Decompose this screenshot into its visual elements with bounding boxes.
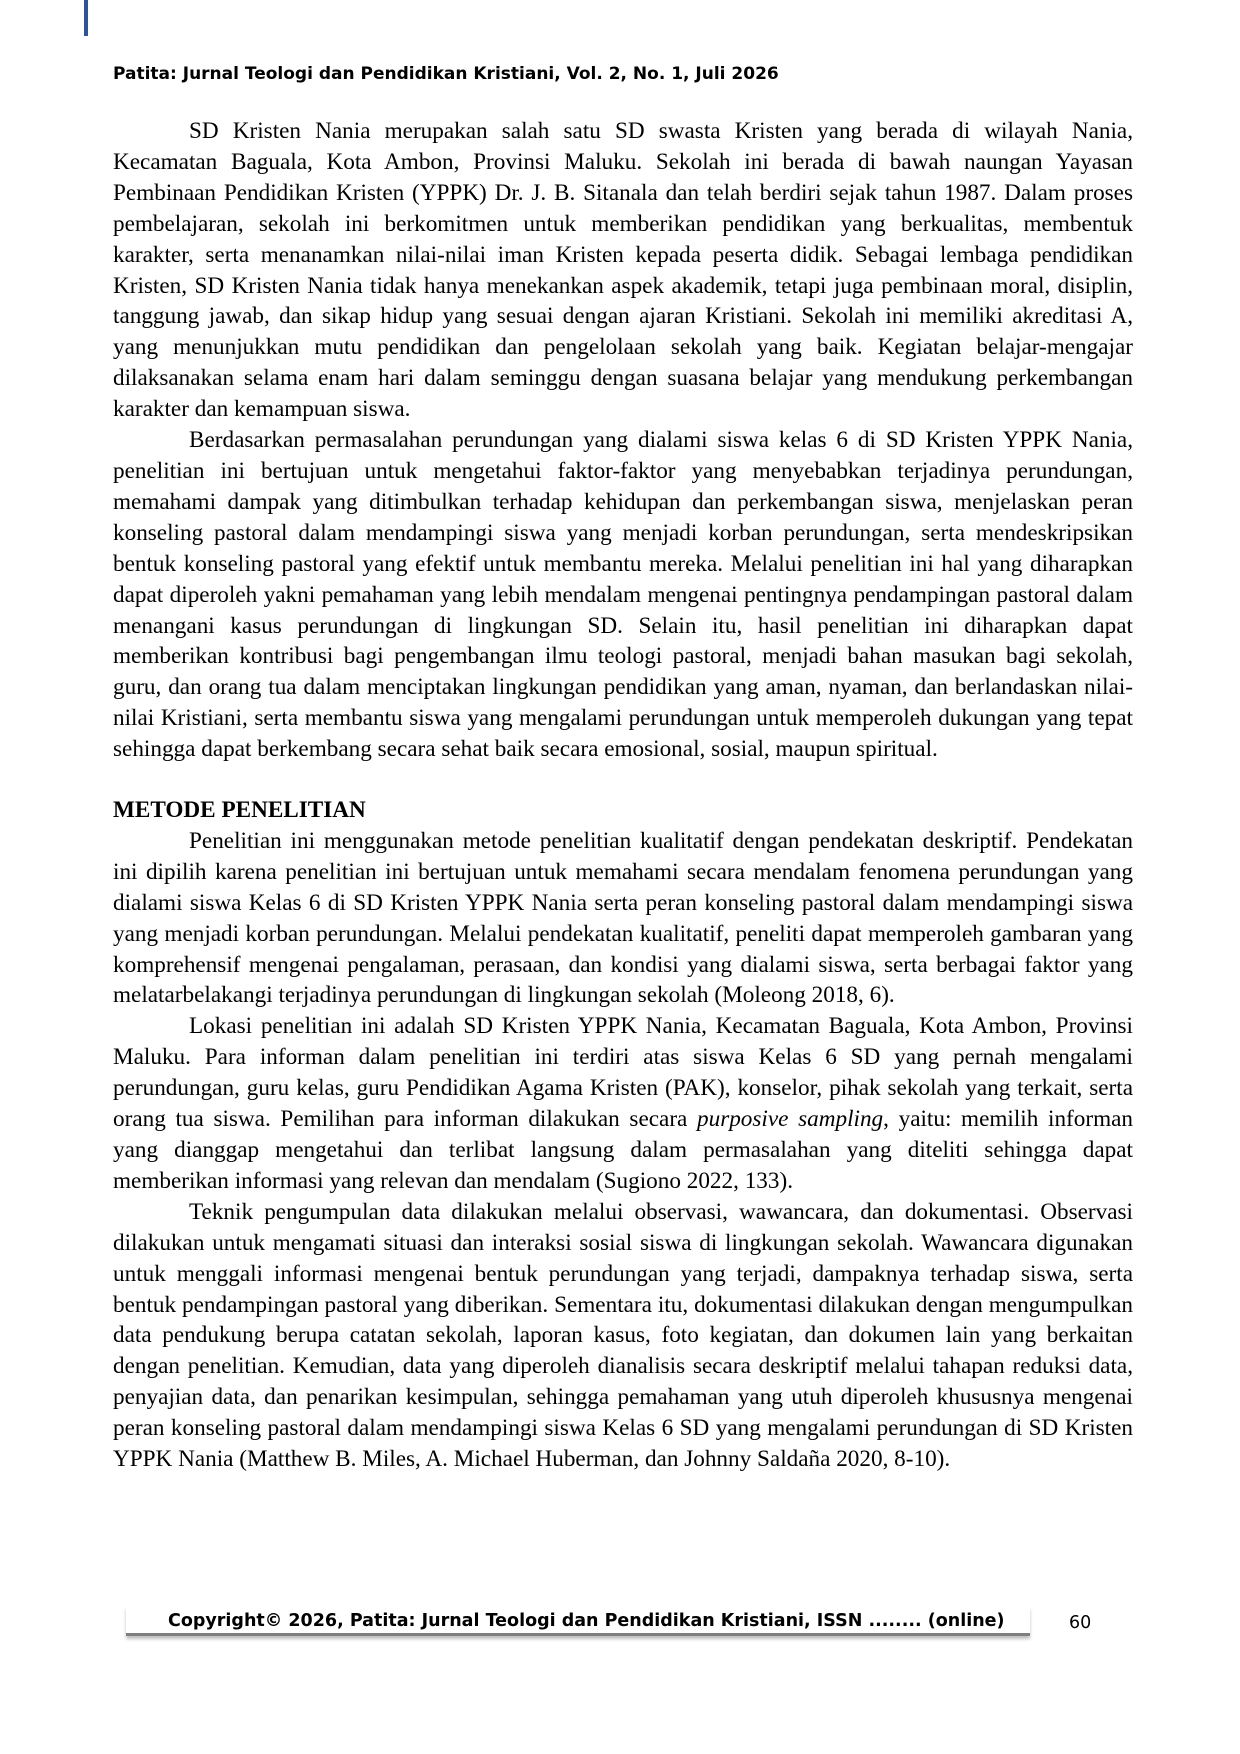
section-heading: METODE PENELITIAN: [113, 797, 366, 824]
article-body: [113, 116, 1133, 1475]
paragraph: [113, 1011, 1133, 1196]
italic-term: purposive sampling: [697, 1106, 884, 1133]
running-header: Patita: Jurnal Teologi dan Pendidikan Kristiani, Vol. 2, No. 1, Juli 2026: [113, 64, 779, 84]
page-number: 60: [1069, 1613, 1092, 1633]
footer-copyright: Copyright© 2026, Patita: Jurnal Teologi dan Pendidikan Kristiani, ISSN ........ (online): [168, 1611, 1005, 1631]
paragraph: Berdasarkan permasalahan perundungan yang dialami siswa kelas 6 di SD Kristen YPPK Nania, penelitian ini bertujuan untuk mengetahui faktor-faktor yang menyebabkan terjadinya perundungan, memahami dampak yang ditimbulkan terhadap kehidupan dan perkembangan siswa, menjelaskan peran konseling pastoral dalam mendampingi siswa yang menjadi korban perundungan, serta mendeskripsikan bentuk konseling pastoral yang efektif untuk membantu mereka. Melalui penelitian ini hal yang diharapkan dapat diperoleh yakni pemahaman yang lebih mendalam mengenai pentingnya pendampingan pastoral dalam menangani kasus perundungan di lingkungan SD. Selain itu, hasil penelitian ini diharapkan dapat memberikan kontribusi bagi pengembangan ilmu teologi pastoral, menjadi bahan masukan bagi sekolah, guru, dan orang tua dalam menciptakan lingkungan pendidikan yang aman, nyaman, dan berlandaskan nilai-nilai Kristiani, serta membantu siswa yang mengalami perundungan untuk memperoleh dukungan yang tepat sehingga dapat berkembang secara sehat baik secara emosional, sosial, maupun spiritual.: [113, 427, 1133, 763]
paragraph-text: , yaitu: memilih informan yang dianggap mengetahui dan terlibat langsung dalam permasalahan yang diteliti sehingga dapat memberikan informasi yang relevan dan mendalam (Sugiono 2022, 133).: [113, 1106, 1133, 1194]
header-accent-rule: [84, 0, 88, 36]
paragraph: Penelitian ini menggunakan metode penelitian kualitatif dengan pendekatan deskriptif. Pendekatan ini dipilih karena penelitian ini bertujuan untuk memahami secara mendalam fenomena perundungan yang dialami siswa Kelas 6 di SD Kristen YPPK Nania serta peran konseling pastoral dalam mendampingi siswa yang menjadi korban perundungan. Melalui pendekatan kualitatif, peneliti dapat memperoleh gambaran yang komprehensif mengenai pengalaman, perasaan, dan kondisi yang dialami siswa, serta berbagai faktor yang melatarbelakangi terjadinya perundungan di lingkungan sekolah (Moleong 2018, 6).: [113, 827, 1133, 1009]
paragraph: Teknik pengumpulan data dilakukan melalui observasi, wawancara, dan dokumentasi. Observasi dilakukan untuk mengamati situasi dan interaksi sosial siswa di lingkungan sekolah. Wawancara digunakan untuk menggali informasi mengenai bentuk perundungan yang terjadi, dampaknya terhadap siswa, serta bentuk pendampingan pastoral yang diberikan. Sementara itu, dokumentasi dilakukan dengan mengumpulkan data pendukung berupa catatan sekolah, laporan kasus, foto kegiatan, dan dokumen lain yang berkaitan dengan penelitian. Kemudian, data yang diperoleh dianalisis secara deskriptif melalui tahapan reduksi data, penyajian data, dan penarikan kesimpulan, sehingga pemahaman yang utuh diperoleh khususnya mengenai peran konseling pastoral dalam mendampingi siswa Kelas 6 SD yang mengalami perundungan di SD Kristen YPPK Nania (Matthew B. Miles, A. Michael Huberman, dan Johnny Saldaña 2020, 8-10).: [113, 1198, 1133, 1473]
paragraph: SD Kristen Nania merupakan salah satu SD swasta Kristen yang berada di wilayah Nania, Kecamatan Baguala, Kota Ambon, Provinsi Maluku. Sekolah ini berada di bawah naungan Yayasan Pembinaan Pendidikan Kristen (YPPK) Dr. J. B. Sitanala dan telah berdiri sejak tahun 1987. Dalam proses pembelajaran, sekolah ini berkomitmen untuk memberikan pendidikan yang berkualitas, membentuk karakter, serta menanamkan nilai-nilai iman Kristen kepada peserta didik. Sebagai lembaga pendidikan Kristen, SD Kristen Nania tidak hanya menekankan aspek akademik, tetapi juga pembinaan moral, disiplin, tanggung jawab, dan sikap hidup yang sesuai dengan ajaran Kristiani. Sekolah ini memiliki akreditasi A, yang menunjukkan mutu pendidikan dan pengelolaan sekolah yang baik. Kegiatan belajar-mengajar dilaksanakan selama enam hari dalam seminggu dengan suasana belajar yang mendukung perkembangan karakter dan kemampuan siswa.: [113, 118, 1133, 423]
paragraph-text: Lokasi penelitian ini adalah SD Kristen YPPK Nania, Kecamatan Baguala, Kota Ambon, Provinsi Maluku. Para informan dalam penelitian ini terdiri atas siswa Kelas 6 SD yang pernah mengalami perundungan, guru kelas, guru Pendidikan Agama Kristen (PAK), konselor, pihak sekolah yang terkait, serta orang tua siswa. Pemilihan para informan dilakukan secara: [113, 1013, 1133, 1133]
